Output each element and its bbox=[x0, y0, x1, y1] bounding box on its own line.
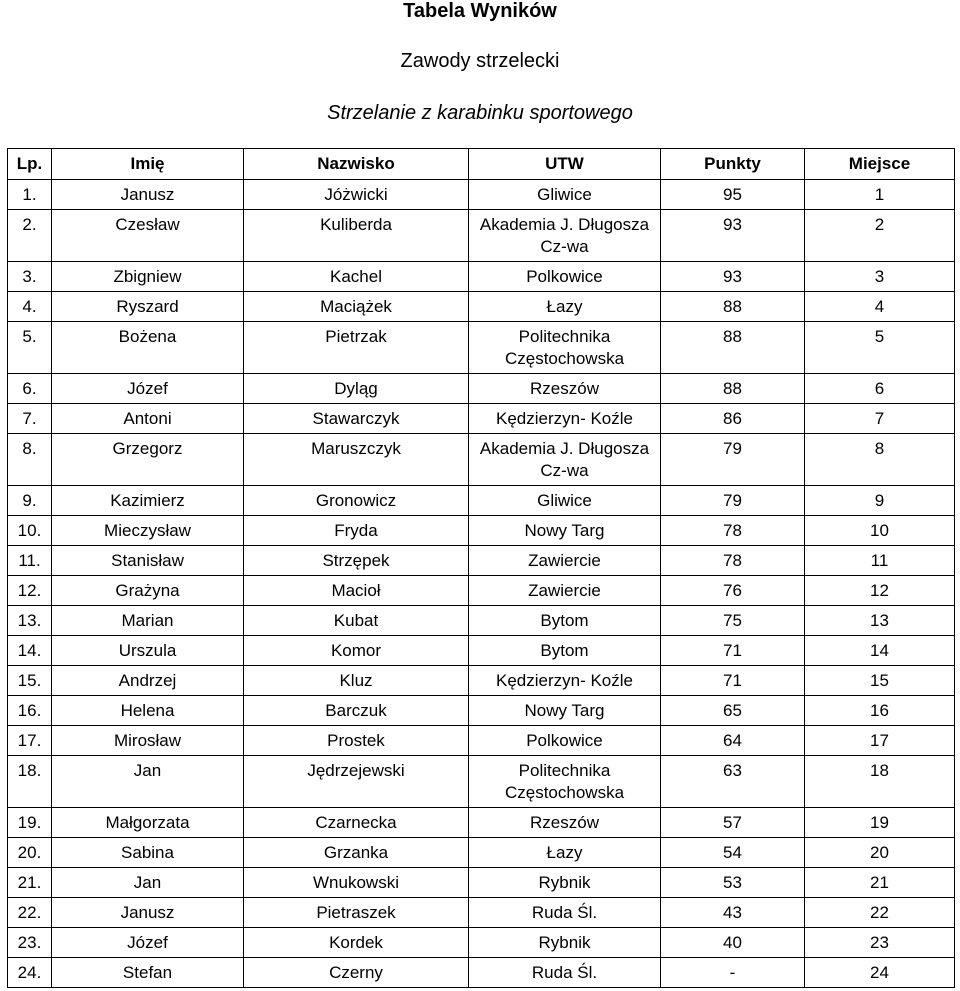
cell-imie: Antoni bbox=[52, 404, 244, 434]
cell-utw: Zawiercie bbox=[469, 546, 661, 576]
cell-nazwisko: Macioł bbox=[244, 576, 469, 606]
event-name: Strzelanie z karabinku sportowego bbox=[327, 102, 633, 124]
table-row bbox=[8, 606, 955, 636]
cell-imie: Bożena bbox=[52, 322, 244, 374]
cell-miejsce: 23 bbox=[805, 928, 955, 958]
cell-punkty: 88 bbox=[661, 292, 805, 322]
cell-imie: Urszula bbox=[52, 636, 244, 666]
column-header-punkty: Punkty bbox=[661, 149, 805, 180]
table-row bbox=[8, 576, 955, 606]
cell-punkty: 57 bbox=[661, 808, 805, 838]
cell-miejsce: 5 bbox=[805, 322, 955, 374]
cell-punkty: 54 bbox=[661, 838, 805, 868]
cell-nazwisko: Grzanka bbox=[244, 838, 469, 868]
cell-punkty: - bbox=[661, 958, 805, 988]
cell-imie: Jan bbox=[52, 756, 244, 808]
cell-miejsce: 12 bbox=[805, 576, 955, 606]
cell-imie: Janusz bbox=[52, 180, 244, 210]
cell-utw: Łazy bbox=[469, 838, 661, 868]
cell-lp: 16. bbox=[8, 696, 52, 726]
cell-miejsce: 21 bbox=[805, 868, 955, 898]
cell-lp: 8. bbox=[8, 434, 52, 486]
cell-imie: Grzegorz bbox=[52, 434, 244, 486]
cell-imie: Stanisław bbox=[52, 546, 244, 576]
cell-miejsce: 22 bbox=[805, 898, 955, 928]
cell-utw: Ruda Śl. bbox=[469, 898, 661, 928]
cell-nazwisko: Pietrzak bbox=[244, 322, 469, 374]
cell-lp: 3. bbox=[8, 262, 52, 292]
cell-utw: Polkowice bbox=[469, 262, 661, 292]
cell-punkty: 93 bbox=[661, 262, 805, 292]
cell-punkty: 78 bbox=[661, 546, 805, 576]
table-row bbox=[8, 516, 955, 546]
cell-miejsce: 4 bbox=[805, 292, 955, 322]
cell-miejsce: 1 bbox=[805, 180, 955, 210]
cell-nazwisko: Czerny bbox=[244, 958, 469, 988]
page-subtitle: Zawody strzelecki bbox=[400, 50, 560, 72]
table-header-row bbox=[8, 149, 955, 180]
cell-punkty: 71 bbox=[661, 636, 805, 666]
cell-miejsce: 13 bbox=[805, 606, 955, 636]
cell-lp: 9. bbox=[8, 486, 52, 516]
table-row bbox=[8, 696, 955, 726]
cell-lp: 10. bbox=[8, 516, 52, 546]
cell-miejsce: 24 bbox=[805, 958, 955, 988]
cell-nazwisko: Maruszczyk bbox=[244, 434, 469, 486]
table-row bbox=[8, 322, 955, 374]
cell-miejsce: 10 bbox=[805, 516, 955, 546]
cell-miejsce: 16 bbox=[805, 696, 955, 726]
cell-utw: Rybnik bbox=[469, 928, 661, 958]
cell-imie: Marian bbox=[52, 606, 244, 636]
cell-punkty: 79 bbox=[661, 486, 805, 516]
cell-lp: 14. bbox=[8, 636, 52, 666]
cell-lp: 13. bbox=[8, 606, 52, 636]
cell-lp: 11. bbox=[8, 546, 52, 576]
column-header-utw: UTW bbox=[469, 149, 661, 180]
table-row bbox=[8, 404, 955, 434]
cell-imie: Grażyna bbox=[52, 576, 244, 606]
cell-miejsce: 20 bbox=[805, 838, 955, 868]
cell-utw: Nowy Targ bbox=[469, 696, 661, 726]
cell-nazwisko: Czarnecka bbox=[244, 808, 469, 838]
cell-miejsce: 17 bbox=[805, 726, 955, 756]
cell-punkty: 79 bbox=[661, 434, 805, 486]
cell-lp: 15. bbox=[8, 666, 52, 696]
cell-utw: Rzeszów bbox=[469, 808, 661, 838]
cell-miejsce: 6 bbox=[805, 374, 955, 404]
cell-imie: Andrzej bbox=[52, 666, 244, 696]
cell-lp: 21. bbox=[8, 868, 52, 898]
cell-punkty: 53 bbox=[661, 868, 805, 898]
cell-punkty: 86 bbox=[661, 404, 805, 434]
column-header-lp: Lp. bbox=[8, 149, 52, 180]
cell-lp: 20. bbox=[8, 838, 52, 868]
cell-nazwisko: Kordek bbox=[244, 928, 469, 958]
cell-nazwisko: Strzępek bbox=[244, 546, 469, 576]
table-row bbox=[8, 546, 955, 576]
cell-imie: Jan bbox=[52, 868, 244, 898]
table-row bbox=[8, 726, 955, 756]
cell-utw: Polkowice bbox=[469, 726, 661, 756]
cell-imie: Ryszard bbox=[52, 292, 244, 322]
cell-nazwisko: Kuliberda bbox=[244, 210, 469, 262]
cell-nazwisko: Jędrzejewski bbox=[244, 756, 469, 808]
cell-lp: 12. bbox=[8, 576, 52, 606]
cell-miejsce: 11 bbox=[805, 546, 955, 576]
cell-nazwisko: Dyląg bbox=[244, 374, 469, 404]
cell-utw: Zawiercie bbox=[469, 576, 661, 606]
table-row bbox=[8, 666, 955, 696]
table-row bbox=[8, 374, 955, 404]
cell-imie: Janusz bbox=[52, 898, 244, 928]
table-row bbox=[8, 958, 955, 988]
column-header-miejsce: Miejsce bbox=[805, 149, 955, 180]
page-title: Tabela Wyników bbox=[403, 0, 557, 22]
cell-utw: Politechnika Częstochowska bbox=[469, 322, 661, 374]
table-row bbox=[8, 838, 955, 868]
cell-imie: Józef bbox=[52, 928, 244, 958]
cell-lp: 6. bbox=[8, 374, 52, 404]
cell-lp: 4. bbox=[8, 292, 52, 322]
table-row bbox=[8, 898, 955, 928]
cell-lp: 17. bbox=[8, 726, 52, 756]
cell-punkty: 40 bbox=[661, 928, 805, 958]
cell-miejsce: 14 bbox=[805, 636, 955, 666]
cell-miejsce: 18 bbox=[805, 756, 955, 808]
cell-imie: Stefan bbox=[52, 958, 244, 988]
cell-punkty: 75 bbox=[661, 606, 805, 636]
cell-imie: Kazimierz bbox=[52, 486, 244, 516]
cell-imie: Mirosław bbox=[52, 726, 244, 756]
cell-nazwisko: Maciążek bbox=[244, 292, 469, 322]
table-row bbox=[8, 928, 955, 958]
cell-punkty: 95 bbox=[661, 180, 805, 210]
table-row bbox=[8, 486, 955, 516]
cell-utw: Bytom bbox=[469, 636, 661, 666]
cell-punkty: 43 bbox=[661, 898, 805, 928]
cell-utw: Akademia J. Długosza Cz-wa bbox=[469, 434, 661, 486]
cell-miejsce: 7 bbox=[805, 404, 955, 434]
cell-utw: Gliwice bbox=[469, 180, 661, 210]
cell-punkty: 78 bbox=[661, 516, 805, 546]
cell-miejsce: 15 bbox=[805, 666, 955, 696]
table-row bbox=[8, 868, 955, 898]
cell-lp: 1. bbox=[8, 180, 52, 210]
cell-lp: 19. bbox=[8, 808, 52, 838]
cell-utw: Nowy Targ bbox=[469, 516, 661, 546]
cell-utw: Ruda Śl. bbox=[469, 958, 661, 988]
cell-nazwisko: Kubat bbox=[244, 606, 469, 636]
cell-utw: Rzeszów bbox=[469, 374, 661, 404]
cell-imie: Józef bbox=[52, 374, 244, 404]
cell-punkty: 76 bbox=[661, 576, 805, 606]
cell-nazwisko: Komor bbox=[244, 636, 469, 666]
cell-lp: 22. bbox=[8, 898, 52, 928]
cell-utw: Bytom bbox=[469, 606, 661, 636]
cell-utw: Kędzierzyn- Koźle bbox=[469, 666, 661, 696]
cell-imie: Helena bbox=[52, 696, 244, 726]
cell-punkty: 65 bbox=[661, 696, 805, 726]
cell-nazwisko: Jóżwicki bbox=[244, 180, 469, 210]
table-row bbox=[8, 636, 955, 666]
cell-nazwisko: Pietraszek bbox=[244, 898, 469, 928]
cell-lp: 23. bbox=[8, 928, 52, 958]
cell-lp: 5. bbox=[8, 322, 52, 374]
cell-punkty: 64 bbox=[661, 726, 805, 756]
cell-lp: 7. bbox=[8, 404, 52, 434]
cell-miejsce: 8 bbox=[805, 434, 955, 486]
cell-imie: Zbigniew bbox=[52, 262, 244, 292]
cell-utw: Gliwice bbox=[469, 486, 661, 516]
cell-imie: Małgorzata bbox=[52, 808, 244, 838]
table-row bbox=[8, 808, 955, 838]
cell-imie: Mieczysław bbox=[52, 516, 244, 546]
cell-utw: Rybnik bbox=[469, 868, 661, 898]
cell-punkty: 88 bbox=[661, 374, 805, 404]
cell-miejsce: 2 bbox=[805, 210, 955, 262]
cell-utw: Akademia J. Długosza Cz-wa bbox=[469, 210, 661, 262]
cell-lp: 18. bbox=[8, 756, 52, 808]
cell-miejsce: 9 bbox=[805, 486, 955, 516]
cell-imie: Czesław bbox=[52, 210, 244, 262]
column-header-imie: Imię bbox=[52, 149, 244, 180]
cell-nazwisko: Fryda bbox=[244, 516, 469, 546]
cell-lp: 2. bbox=[8, 210, 52, 262]
cell-nazwisko: Kachel bbox=[244, 262, 469, 292]
cell-lp: 24. bbox=[8, 958, 52, 988]
cell-punkty: 63 bbox=[661, 756, 805, 808]
table-row bbox=[8, 756, 955, 808]
cell-nazwisko: Kluz bbox=[244, 666, 469, 696]
cell-utw: Kędzierzyn- Koźle bbox=[469, 404, 661, 434]
table-row bbox=[8, 292, 955, 322]
cell-imie: Sabina bbox=[52, 838, 244, 868]
cell-nazwisko: Prostek bbox=[244, 726, 469, 756]
cell-miejsce: 3 bbox=[805, 262, 955, 292]
results-body bbox=[8, 180, 955, 988]
cell-punkty: 88 bbox=[661, 322, 805, 374]
cell-nazwisko: Barczuk bbox=[244, 696, 469, 726]
table-row bbox=[8, 210, 955, 262]
table-row bbox=[8, 434, 955, 486]
cell-miejsce: 19 bbox=[805, 808, 955, 838]
cell-nazwisko: Wnukowski bbox=[244, 868, 469, 898]
cell-punkty: 71 bbox=[661, 666, 805, 696]
cell-utw: Łazy bbox=[469, 292, 661, 322]
cell-punkty: 93 bbox=[661, 210, 805, 262]
cell-nazwisko: Stawarczyk bbox=[244, 404, 469, 434]
cell-utw: Politechnika Częstochowska bbox=[469, 756, 661, 808]
results-table bbox=[7, 148, 955, 988]
table-row bbox=[8, 262, 955, 292]
table-row bbox=[8, 180, 955, 210]
column-header-nazwisko: Nazwisko bbox=[244, 149, 469, 180]
cell-nazwisko: Gronowicz bbox=[244, 486, 469, 516]
